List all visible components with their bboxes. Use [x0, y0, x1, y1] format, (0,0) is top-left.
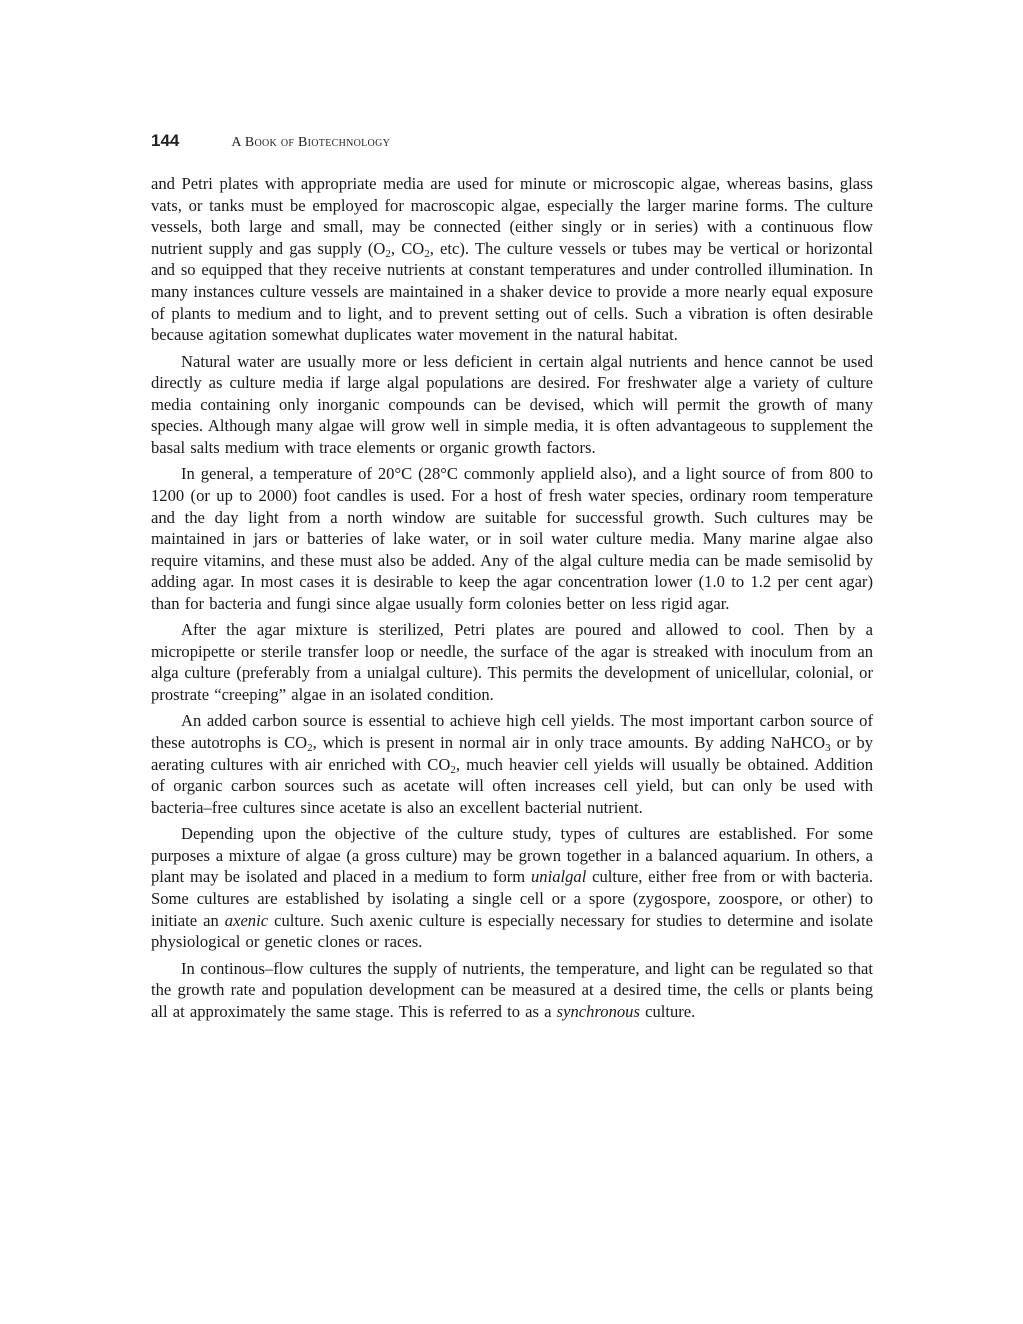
- subscript: 2: [307, 742, 313, 755]
- subscript: 2: [450, 763, 456, 776]
- paragraph-3: In general, a temperature of 20°C (28°C commonly applield also), and a light source of from 800 to 1200 (or up to 2000) foot candles is used. For a host of fresh water species, ordinary room temperature and the day light from a north window are suitable for successful growth. Such cultures may be maintained in jars or batteries of lake water, or in soil water culture media. Many marine algae also require vitamins, and these must also be added. Any of the algal culture media can be made semisolid by adding agar. In most cases it is desirable to keep the agar concentration lower (1.0 to 1.2 per cent agar) than for bacteria and fungi since algae usually form colonies better on less rigid agar.: [151, 464, 873, 613]
- paragraph-text: In continous–flow cultures the supply of nutrients, the temperature, and light can be regulated so that the growth rate and population development can be measured at a desired time, the cells or plants being all at approximately the same stage. This is referred to as a: [151, 958, 873, 1021]
- paragraph-text: , which is present in normal air in only trace amounts. By adding NaHCO: [312, 733, 826, 753]
- paragraph-text: An added carbon source is essential to achieve high cell yields. The most important carbon source of these autotrophs is CO: [151, 711, 873, 753]
- paragraph-text: , etc). The culture vessels or tubes may be vertical or horizontal and so equipped that they receive nutrients at constant temperatures and under controlled illumination. In many instances culture vessels are maintained in a shaker device to provide a more nearly equal exposure of plants to medium and to light, and to prevent setting out of cells. Such a vibration is often desirable because agitation somewhat duplicates water movement in the natural habitat.: [151, 238, 873, 345]
- subscript: 3: [825, 742, 831, 755]
- paragraph-text: culture, either free from or with bacteria. Some cultures are established by isolating a single cell or a spore (zygospore, zoospore, or other) to initiate an: [151, 867, 873, 930]
- paragraph-text: , much heavier cell yields will usually be obtained. Addition of organic carbon sources such as acetate will often increases cell yield, but can only be used with bacteria–free cultures since acetate is also an excellent bacterial nutrient.: [151, 754, 874, 817]
- paragraph-6: [151, 823, 873, 953]
- paragraph-2: Natural water are usually more or less deficient in certain algal nutrients and hence cannot be used directly as culture media if large algal populations are desired. For freshwater alge a variety of culture media containing only inorganic compounds can be devised, which will permit the growth of many species. Although many algae will grow well in simple media, it is often advantageous to supplement the basal salts medium with trace elements or organic growth factors.: [151, 351, 873, 457]
- paragraph-7: [151, 958, 873, 1023]
- italic-term: synchronous: [556, 1001, 640, 1021]
- subscript: 2: [424, 247, 430, 260]
- subscript: 2: [385, 247, 391, 260]
- italic-term: axenic: [224, 910, 269, 930]
- body-text: [151, 173, 873, 1027]
- paragraph-text: culture. Such axenic culture is especially necessary for studies to determine and isolate physiological or genetic clones or races.: [151, 910, 873, 952]
- paragraph-text: , CO: [390, 238, 425, 258]
- running-head: A Book of Biotechnology: [231, 135, 391, 150]
- paragraph-text: or by aerating cultures with air enriched with CO: [151, 733, 873, 774]
- paragraph-4: After the agar mixture is sterilized, Petri plates are poured and allowed to cool. Then by a micropipette or sterile transfer loop or needle, the surface of the agar is streaked with inoculum from an alga culture (preferably from a unialgal culture). This permits the development of unicellular, colonial, or prostrate “creeping” algae in an isolated condition.: [151, 620, 873, 705]
- italic-term: unialgal: [531, 867, 587, 887]
- paragraph-text: Depending upon the objective of the culture study, types of cultures are established. For some purposes a mixture of algae (a gross culture) may be grown together in a balanced aquarium. In others, a plant may be isolated and placed in a medium to form: [151, 824, 873, 887]
- page-number: 144: [151, 131, 180, 150]
- paragraph-text: and Petri plates with appropriate media are used for minute or microscopic algae, whereas basins, glass vats, or tanks must be employed for macroscopic algae, especially the larger marine forms. The culture vessels, both large and small, may be connected (either singly or in series) with a continuous flow nutrient supply and gas supply (O: [151, 174, 873, 258]
- paragraph-text: culture.: [639, 1001, 696, 1021]
- page-header: [151, 131, 390, 151]
- paragraph-5: [151, 710, 873, 818]
- paragraph-1: [151, 173, 873, 346]
